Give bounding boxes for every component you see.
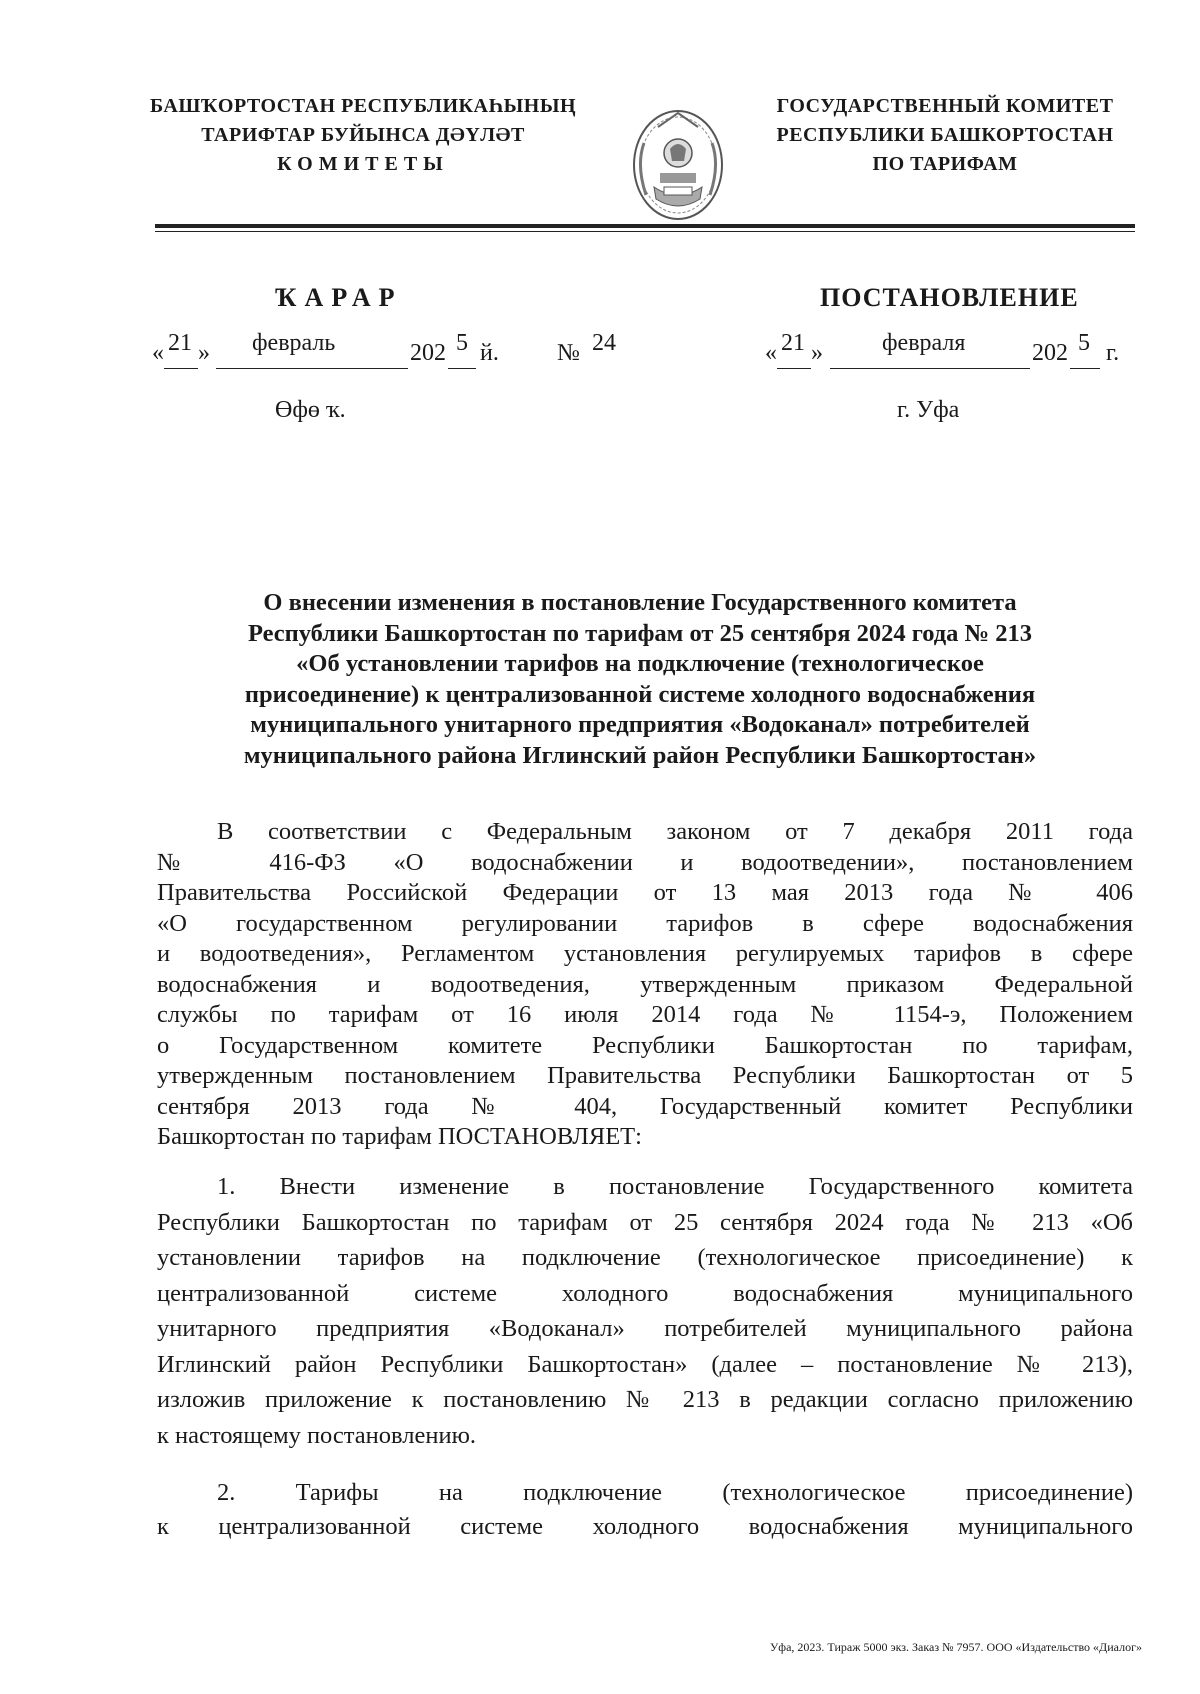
- body-line-text: изложив приложение к постановлению № 213 в редакции согласно приложению: [157, 1386, 1133, 1413]
- body-line-text: Республики Башкортостан по тарифам от 25 сентября 2024 года № 213 «Об: [157, 1208, 1133, 1236]
- heading-line: О внесении изменения в постановление Государственного комитета: [263, 589, 1017, 616]
- date-ba-year-underline: [448, 368, 476, 369]
- date-ba-day-underline: [164, 368, 198, 369]
- heading-line: муниципального унитарного предприятия «Водоканал» потребителей: [250, 711, 1030, 738]
- date-ru-year-prefix: 202: [1032, 340, 1068, 366]
- city-ufa-russian: г. Уфа: [897, 397, 960, 423]
- body-line-text: № 416-ФЗ «О водоснабжении и водоотведении», постановлением: [157, 848, 1133, 876]
- body-line-text: водоснабжения и водоотведения, утвержденным приказом Федеральной: [157, 970, 1133, 998]
- date-ru-year-unit: г.: [1106, 340, 1120, 366]
- body-line-text: установлении тарифов на подключение (технологическое присоединение) к: [157, 1244, 1133, 1271]
- printer-footer: Уфа, 2023. Тираж 5000 экз. Заказ № 7957. ООО «Издательство «Диалог»: [769, 1640, 1142, 1654]
- date-ru-year-suffix: 5: [1078, 330, 1090, 356]
- number-sign: №: [557, 340, 580, 366]
- date-ba-month: февраль: [252, 330, 336, 356]
- body-line-text: 1. Внести изменение в постановление Государственного комитета: [217, 1173, 1133, 1200]
- title-postanovlenie: ПОСТАНОВЛЕНИЕ: [820, 283, 1079, 312]
- heading-line: «Об установлении тарифов на подключение (технологическое: [296, 650, 984, 677]
- date-ru-month-underline: [830, 368, 1030, 369]
- body-line-text: В соответствии с Федеральным законом от 7 декабря 2011 года: [217, 818, 1133, 845]
- body-line-text: 2. Тарифы на подключение (технологическое присоединение): [217, 1479, 1133, 1506]
- heading-line: Республики Башкортостан по тарифам от 25 сентября 2024 года № 213: [247, 619, 1033, 647]
- date-ru-year-underline: [1070, 368, 1100, 369]
- date-ba-open-quote: «: [152, 340, 164, 366]
- body-line-text: к централизованной системе холодного водоснабжения муниципального: [157, 1513, 1133, 1540]
- heading-line: присоединение) к централизованной системе холодного водоснабжения: [244, 680, 1036, 708]
- date-ba-month-underline: [216, 368, 408, 369]
- date-ba-year-prefix: 202: [410, 340, 446, 366]
- body-line-text: службы по тарифам от 16 июля 2014 года № 1154-э, Положением: [157, 1001, 1133, 1028]
- body-line-text: унитарного предприятия «Водоканал» потребителей муниципального района: [157, 1315, 1133, 1342]
- body-line-text: утвержденным постановлением Правительства Республики Башкортостан от 5: [157, 1062, 1133, 1089]
- header-left-line-1: БАШҠОРТОСТАН РЕСПУБЛИКАҺЫНЫҢ: [149, 95, 577, 117]
- heading-line: муниципального района Иглинский район Республики Башкортостан»: [243, 741, 1037, 769]
- date-ba-year-unit: й.: [480, 340, 499, 366]
- body-line-text: «О государственном регулировании тарифов в сфере водоснабжения: [157, 909, 1133, 937]
- header-bashkir: [138, 92, 588, 179]
- header-right-line-2: РЕСПУБЛИКИ БАШКОРТОСТАН: [776, 124, 1114, 146]
- header-russian: [760, 92, 1130, 179]
- header-divider-thick: [155, 224, 1135, 228]
- date-ru-open-quote: «: [765, 340, 777, 366]
- date-row: [0, 332, 1200, 372]
- header-right-line-1: ГОСУДАРСТВЕННЫЙ КОМИТЕТ: [776, 95, 1114, 117]
- date-ru-close-quote: »: [811, 340, 823, 366]
- body-line-text: Правительства Российской Федерации от 13 мая 2013 года № 406: [157, 879, 1133, 906]
- body-line-text: Иглинский район Республики Башкортостан» (далее – постановление № 213),: [157, 1350, 1133, 1378]
- body-line-text: централизованной системе холодного водоснабжения муниципального: [157, 1279, 1133, 1307]
- city-ufa-bashkir: Өфө ҡ.: [275, 397, 346, 423]
- bashkortostan-emblem-icon: [630, 103, 726, 221]
- date-ru-day-underline: [777, 368, 811, 369]
- date-ru-day: 21: [781, 330, 805, 356]
- date-ru-month: февраля: [882, 330, 966, 356]
- body-line-text: сентября 2013 года № 404, Государственный комитет Республики: [157, 1092, 1133, 1120]
- body-line-text: и водоотведения», Регламентом установления регулируемых тарифов в сфере: [157, 940, 1133, 967]
- header-left-line-3: КОМИТЕТЫ: [277, 153, 449, 175]
- body-line-text: к настоящему постановлению.: [157, 1421, 477, 1449]
- date-ba-year-suffix: 5: [456, 330, 468, 356]
- number-value: 24: [592, 330, 616, 356]
- header-right-line-3: ПО ТАРИФАМ: [872, 153, 1018, 175]
- body-line-text: о Государственном комитете Республики Башкортостан по тарифам,: [157, 1031, 1133, 1059]
- title-karar: ҠАРАР: [275, 283, 403, 312]
- header-left-line-2: ТАРИФТАР БУЙЫНСА ДӘҮЛӘТ: [201, 124, 525, 146]
- header-divider-thin: [155, 231, 1135, 232]
- body-line-text: Башкортостан по тарифам ПОСТАНОВЛЯЕТ:: [157, 1123, 642, 1150]
- date-ba-close-quote: »: [198, 340, 210, 366]
- document-heading: [150, 588, 1130, 771]
- date-ba-day: 21: [168, 330, 192, 356]
